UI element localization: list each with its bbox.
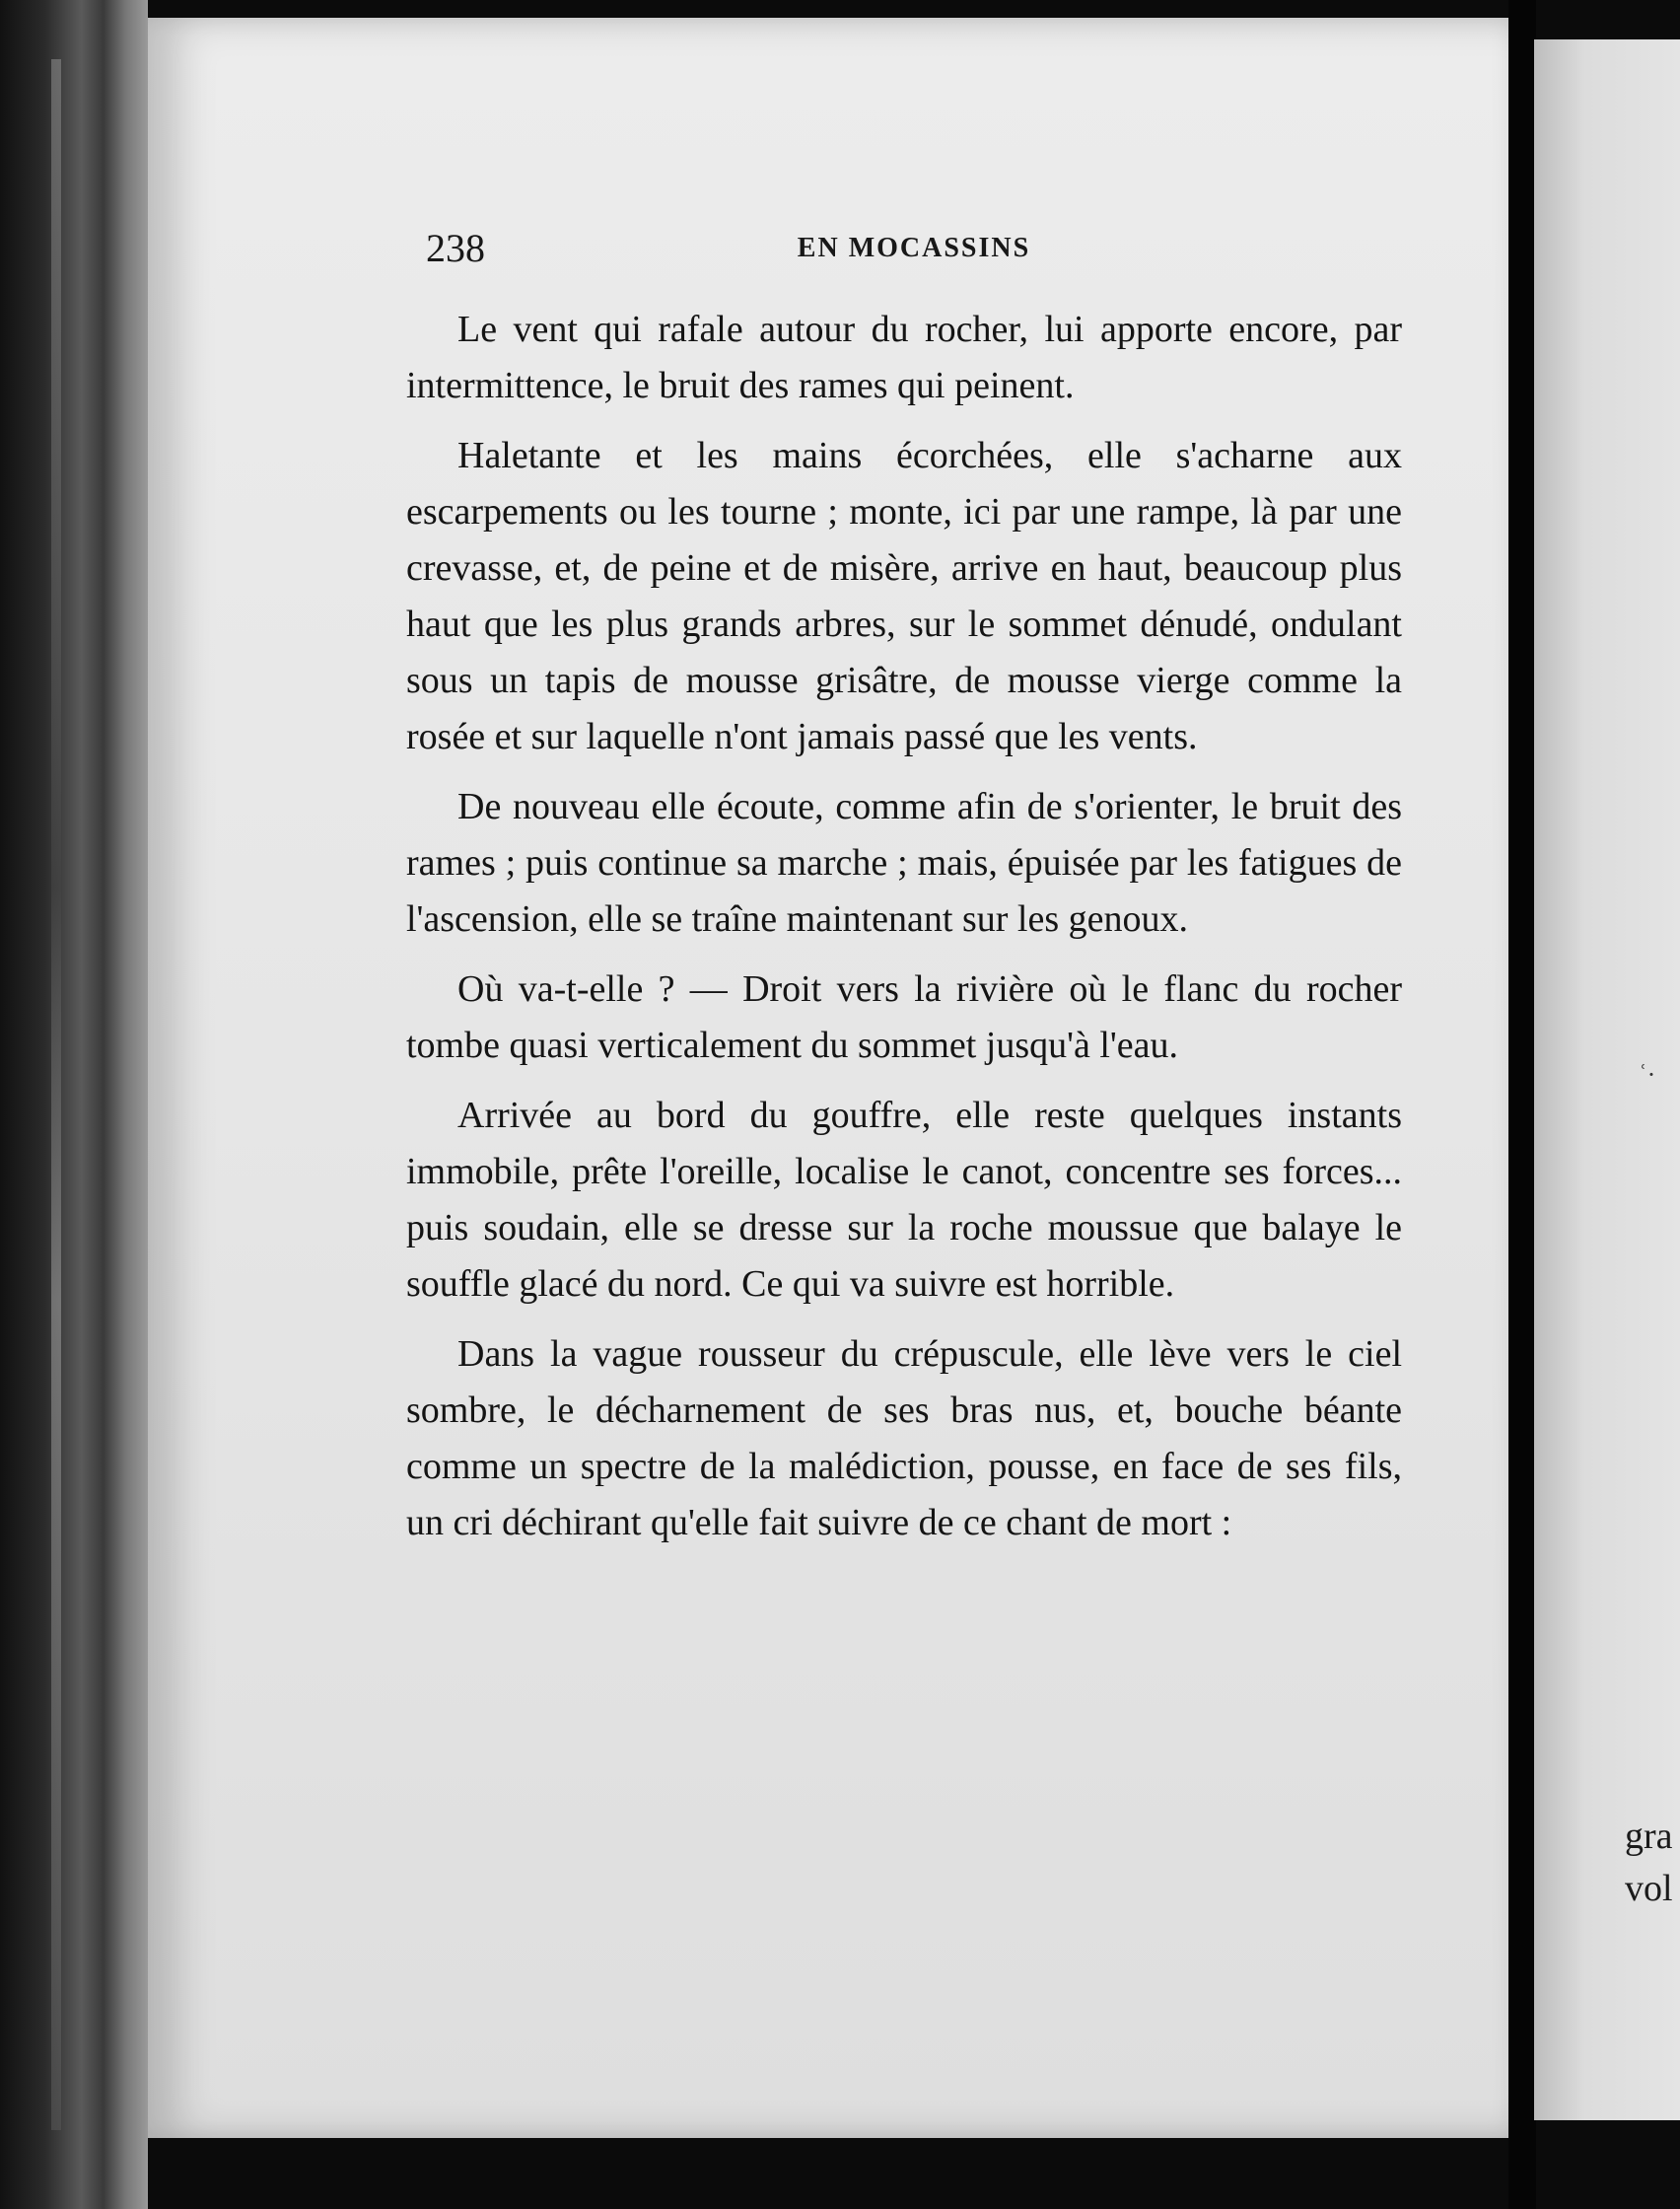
paragraph: Haletante et les mains écorchées, elle s'acharne aux escarpements ou les tourne ; monte, ici par une rampe, là par une crevasse, et, de peine et de misère, arrive en haut, beaucoup plus haut que les plus grands arbres, sur le sommet dénudé, ondulant sous un tapis de mousse grisâtre, de mousse vierge comme la rosée et sur laquelle n'ont jamais passé que les vents. — [406, 435, 1402, 757]
running-title: EN MOCASSINS — [797, 233, 1031, 263]
running-head — [426, 225, 1402, 274]
body-text — [406, 302, 1402, 1565]
page-gutter — [1508, 0, 1536, 2209]
facing-page — [1534, 39, 1680, 2120]
page-number: 238 — [426, 226, 485, 270]
book-binding — [0, 0, 148, 2209]
paragraph: Le vent qui rafale autour du rocher, lui apporte encore, par intermittence, le bruit des rames qui peinent. — [406, 309, 1402, 406]
binding-streak — [51, 59, 61, 2130]
facing-page-line-2: vol — [1625, 1868, 1673, 1909]
paragraph: Où va-t-elle ? — Droit vers la rivière où le flanc du rocher tombe quasi verticalement du sommet jusqu'à l'eau. — [406, 968, 1402, 1066]
paragraph: De nouveau elle écoute, comme afin de s'orienter, le bruit des rames ; puis continue sa marche ; mais, épuisée par les fatigues de l'ascension, elle se traîne maintenant sur les genoux. — [406, 786, 1402, 940]
paragraph: Arrivée au bord du gouffre, elle reste quelques instants immobile, prête l'oreille, localise le canot, concentre ses forces... puis soudain, elle se dresse sur la roche moussue que balaye le souffle glacé du nord. Ce qui va suivre est horrible. — [406, 1095, 1402, 1305]
paragraph: Dans la vague rousseur du crépuscule, elle lève vers le ciel sombre, le décharnement de ses bras nus, et, bouche béante comme un spectre de la malédiction, pousse, en face de ses fils, un cri déchirant qu'elle fait suivre de ce chant de mort : — [406, 1333, 1402, 1543]
facing-page-mark: ʿ· — [1639, 1060, 1656, 1089]
facing-page-line-1: gra — [1625, 1816, 1673, 1857]
